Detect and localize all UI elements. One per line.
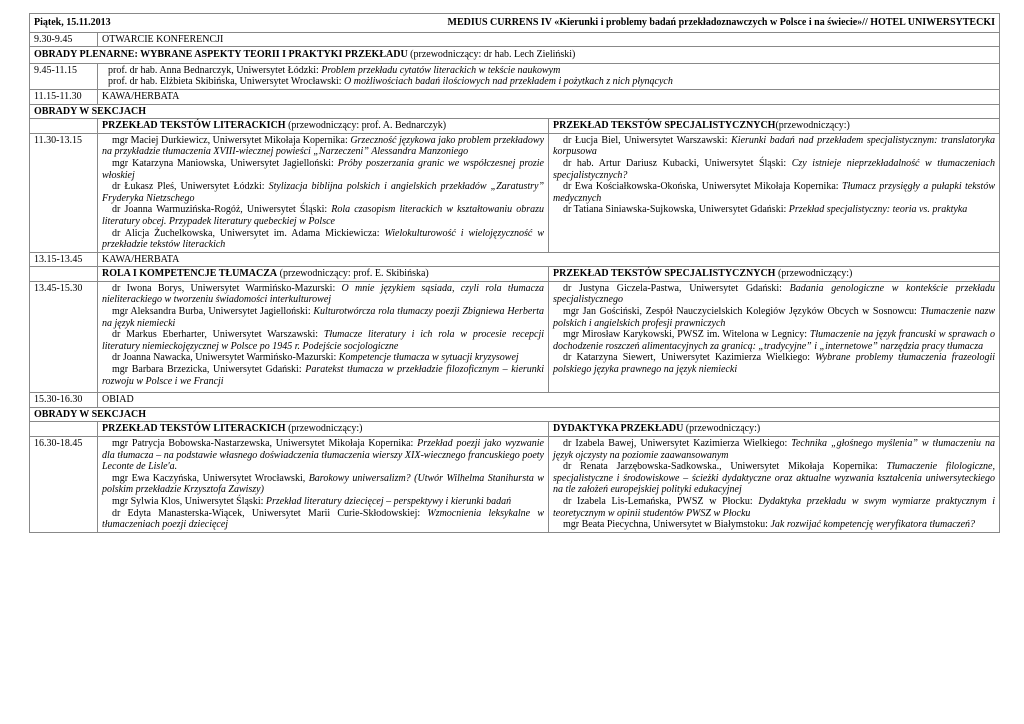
time-cell: 11.15-11.30 — [30, 89, 98, 104]
plenary-talk: prof. dr hab. Anna Bednarczyk, Uniwersytet Łódzki: Problem przekładu cytatów literackich w tekście naukowym — [108, 64, 561, 76]
plenary-talk: prof. dr hab. Elżbieta Skibińska, Uniwersytet Wrocławski: O możliwościach badań ilościowych nad przekładem i pożytkach z nich płynących — [108, 76, 673, 88]
talk-entry: dr Markus Eberharter, Uniwersytet Warszawski: Tłumacze literatury i ich rola w procesie recepcji literatury niemieckojęzycznej w Polsce po 1945 r. Podejście socjologiczne — [102, 329, 545, 352]
section-talks-row — [30, 133, 1000, 252]
talk-entry: dr Łukasz Pleś, Uniwersytet Łódzki: Stylizacja biblijna polskich i angielskich przekładów „Zaratustry” Fryderyka Nietzschego — [102, 181, 545, 204]
section-headers-row — [30, 267, 1000, 282]
sections-row — [30, 407, 1000, 422]
talk-entry: mgr Maciej Durkiewicz, Uniwersytet Mikołaja Kopernika: Grzeczność językowa jako problem przekładowy na przykładzie tłumaczenia XVIII-wiecznej powieści „Narzeczeni” Alessandra Manzoniego — [102, 134, 545, 158]
talks-left — [98, 437, 549, 533]
talk-entry: mgr Jan Gościński, Zespół Nauczycielskich Kolegiów Języków Obcych w Sosnowcu: Tłumaczenie nazw polskich i angielskich profesji prawniczych — [553, 306, 995, 329]
time-cell: 16.30-18.45 — [30, 437, 98, 533]
talks-right — [549, 133, 1000, 252]
talk-entry: mgr Aleksandra Burba, Uniwersytet Jagielloński: Kulturotwórcza rola tłumaczy poezji Zbigniewa Herberta na język niemiecki — [102, 306, 544, 329]
talk-entry: dr Renata Jarzębowska-Sadkowska., Uniwersytet Mikołaja Kopernika: Tłumaczenie filologiczne, specjalistyczne i środowiskowe – ścieżki dydaktyczne oraz aktualne wyzwania kształcenia uniwersyteckiego na tle założeń europejskiej polityki edukacyjnej — [553, 461, 995, 496]
talks-left — [98, 281, 549, 392]
opening-label: OTWARCIE KONFERENCJI — [98, 32, 1000, 47]
section-talks-row — [30, 281, 1000, 392]
time-cell: 9.45-11.15 — [30, 63, 98, 89]
section-header-left: PRZEKŁAD TEKSTÓW LITERACKICH (przewodniczący: prof. A. Bednarczyk) — [98, 119, 549, 134]
talk-entry: dr Tatiana Siniawska-Sujkowska, Uniwersytet Gdański: Przekład specjalistyczny: teoria vs. praktyka — [563, 204, 968, 216]
talk-entry: mgr Katarzyna Maniowska, Uniwersytet Jagielloński: Próby poszerzania granic we współczesnej prozie włoskiej — [102, 157, 544, 181]
section-headers-row — [30, 422, 1000, 437]
plenary-chair: (przewodniczący: dr hab. Lech Zieliński) — [407, 49, 576, 61]
break-row — [30, 89, 1000, 104]
program-table — [29, 13, 1000, 533]
section-header-right: PRZEKŁAD TEKSTÓW SPECJALISTYCZNYCH(przewodniczący:) — [549, 119, 1000, 134]
lunch-label: OBIAD — [98, 393, 1000, 408]
section-header-left: ROLA I KOMPETENCJE TŁUMACZA (przewodniczący: prof. E. Skibińska) — [98, 267, 549, 282]
conference-title: MEDIUS CURRENS IV «Kierunki i problemy badań przekładoznawczych w Polsce i na świecie»// HOTEL UNIWERSYTECKI — [447, 17, 995, 28]
talk-entry: dr Katarzyna Siewert, Uniwersytet Kazimierza Wielkiego: Wybrane problemy tłumaczenia frazeologii polskiego języka prawnego na język niemiecki — [553, 352, 995, 376]
talk-entry: dr Izabela Lis-Lemańska, PWSZ w Płocku: Dydaktyka przekładu w swym wymiarze praktycznym i teoretycznym w opinii studentów PWSZ w Płocku — [553, 495, 996, 519]
talk-entry: mgr Mirosław Karykowski, PWSZ im. Witelona w Legnicy: Tłumaczenie na język francuski w sprawach o dochodzenie roszczeń alimentacyjnych za granicą: „tradycyjne” i „internetowe” narzędzia pracy tłumacza — [553, 329, 995, 352]
time-cell: 11.30-13.15 — [30, 133, 98, 252]
section-header-right: DYDAKTYKA PRZEKŁADU (przewodniczący:) — [549, 422, 1000, 437]
talk-entry: mgr Ewa Kaczyńska, Uniwersytet Wrocławski, Barokowy uniwersalizm? (Utwór Wilhelma Stanihursta w polskim przekładzie Krzysztofa Zawiszy) — [102, 472, 545, 496]
talk-entry: dr Iwona Borys, Uniwersytet Warmińsko-Mazurski: O mnie językiem sąsiada, czyli rola tłumacza nieliterackiego w tworzeniu świadomości interkulturowej — [102, 282, 544, 306]
talk-entry: dr Izabela Bawej, Uniwersytet Kazimierza Wielkiego: Technika „głośnego myślenia” w tłumaczeniu na język ojczysty na poziomie zaawansowanym — [553, 438, 996, 461]
talk-entry: dr Joanna Nawacka, Uniwersytet Warmińsko-Mazurski: Kompetencje tłumacza w sytuacji kryzysowej — [112, 352, 519, 364]
opening-row — [30, 32, 1000, 47]
program-date: Piątek, 15.11.2013 — [34, 17, 111, 28]
break-label: KAWA/HERBATA — [98, 252, 1000, 267]
talk-entry: dr Alicja Żuchelkowska, Uniwersytet im. Adama Mickiewicza: Wielokulturowość i wielojęzyczność w przekładzie tekstów literackich — [102, 227, 544, 251]
plenary-title-row — [30, 47, 1000, 64]
sections-label: OBRADY W SEKCJACH — [30, 407, 1000, 422]
sections-label: OBRADY W SEKCJACH — [30, 104, 1000, 119]
section-talks-row — [30, 437, 1000, 533]
talk-entry: dr Justyna Giczela-Pastwa, Uniwersytet Gdański: Badania genologiczne w kontekście przekładu specjalistycznego — [553, 282, 995, 306]
break-label: KAWA/HERBATA — [98, 89, 1000, 104]
section-header-left: PRZEKŁAD TEKSTÓW LITERACKICH (przewodniczący:) — [98, 422, 549, 437]
talk-entry: mgr Barbara Brzezicka, Uniwersytet Gdański: Paratekst tłumacza w przekładzie filozoficznym – kierunki rozwoju w Polsce i we Francji — [102, 364, 545, 387]
talk-entry: mgr Sylwia Klos, Uniwersytet Śląski: Przekład literatury dziecięcej – perspektywy i kierunki badań — [112, 495, 512, 507]
time-cell: 9.30-9.45 — [30, 32, 98, 47]
talk-entry: dr Edyta Manasterska-Wiącek, Uniwersytet Marii Curie-Skłodowskiej: Wzmocnienia leksykalne w tłumaczeniach poezji dziecięcej — [102, 507, 544, 531]
program-document — [29, 13, 999, 533]
talks-left — [98, 133, 549, 252]
lunch-row — [30, 393, 1000, 408]
talk-entry: dr hab. Artur Dariusz Kubacki, Uniwersytet Śląski: Czy istnieje nieprzekładalność w tłumaczeniach specjalistycznych? — [553, 157, 995, 181]
time-cell: 13.45-15.30 — [30, 281, 98, 392]
plenary-talks-row — [30, 63, 1000, 89]
time-cell: 13.15-13.45 — [30, 252, 98, 267]
talks-right — [549, 281, 1000, 392]
talks-right — [549, 437, 1000, 533]
sections-row — [30, 104, 1000, 119]
break-row — [30, 252, 1000, 267]
plenary-title: OBRADY PLENARNE: WYBRANE ASPEKTY TEORII I PRAKTYKI PRZEKŁADU — [34, 49, 408, 61]
talk-entry: dr Łucja Biel, Uniwersytet Warszawski: Kierunki badań nad przekładem specjalistycznym: translatoryka korpusowa — [553, 134, 995, 158]
section-headers-row — [30, 119, 1000, 134]
header-row — [30, 14, 1000, 33]
section-header-right: PRZEKŁAD TEKSTÓW SPECJALISTYCZNYCH (przewodniczący:) — [549, 267, 1000, 282]
talk-entry: mgr Patrycja Bobowska-Nastarzewska, Uniwersytet Mikołaja Kopernika: Przekład poezji jako wyzwanie dla tłumacza – na podstawie własnego doświadczenia tłumaczenia wierszy XIX-wiecznego francuskiego poety Leconte de Lisle'a. — [102, 438, 544, 473]
talk-entry: dr Joanna Warmuzińska-Rogóż, Uniwersytet Śląski: Rola czasopism literackich w kształtowaniu obrazu literatury obcej. Przypadek literatury quebeckiej w Polsce — [102, 204, 544, 227]
time-cell: 15.30-16.30 — [30, 393, 98, 408]
talk-entry: dr Ewa Kościałkowska-Okońska, Uniwersytet Mikołaja Kopernika: Tłumacz przysięgły a pułapki tekstów medycznych — [553, 181, 996, 204]
talk-entry: mgr Beata Piecychna, Uniwersytet w Białymstoku: Jak rozwijać kompetencję weryfikatora tłumaczeń? — [563, 519, 976, 531]
